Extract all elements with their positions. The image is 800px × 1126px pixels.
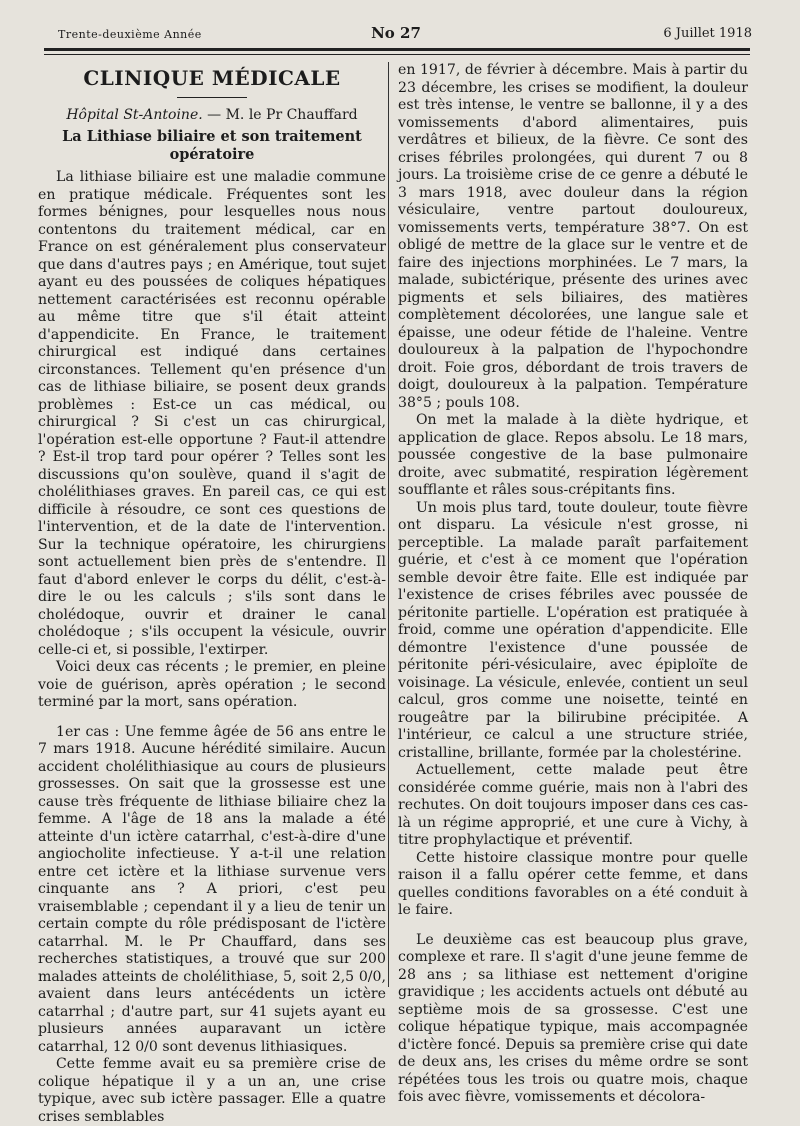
header-rule-thick xyxy=(44,48,750,51)
paragraph: Cette histoire classique montre pour quelle raison il a fallu opérer cette femme, et dans quelles conditions favorables on a été conduit à le faire. xyxy=(398,849,748,918)
paragraph: Un mois plus tard, toute douleur, toute fièvre ont disparu. La vésicule n'est grosse, ni perceptible. La malade paraît parfaitement guérie, et c'est à ce moment que l'opération semble devoir être faite. Elle est indiquée par l'existence de crises fébriles avec poussée de péritonite partielle. L'opération est pratiquée à froid, comme une opération d'appendicite. Elle démontre l'existence d'une poussée de péritonite péri-vésiculaire, avec épiploïte de voisinage. La vésicule, enlevée, contient un seul calcul, gros comme une noisette, teinté en rougeâtre par la bilirubine précipitée. A l'intérieur, ce calcul a une structure striée, cristalline, brillante, formée par la cholestérine. xyxy=(398,499,748,761)
issue-date: 6 Juillet 1918 xyxy=(663,26,752,41)
paragraph: On met la malade à la diète hydrique, et application de glace. Repos absolu. Le 18 mars, poussée congestive de la base pulmonaire droite, avec submatité, respiration légèrement soufflante et râles sous-crépitants fins. xyxy=(398,412,748,498)
left-column xyxy=(38,62,386,1126)
author-name: — M. le Pr Chauffard xyxy=(202,106,358,123)
hospital-name: Hôpital St-Antoine. xyxy=(66,106,203,123)
paragraph: 1er cas : Une femme âgée de 56 ans entre le 7 mars 1918. Aucune hérédité similaire. Aucun accident cholélithiasique au cours de plusieurs grossesses. On sait que la grossesse est une cause très fréquente de lithiase biliaire chez la femme. A l'âge de 18 ans la malade a été atteinte d'un ictère catarrhal, c'est-à-dire d'une angiocholite infectieuse. Y a-t-il une relation entre cet ictère et la lithiase survenue vers cinquante ans ? A priori, c'est peu vraisemblable ; cependant il y a lieu de tenir un certain compte du rôle prédisposant de l'ictère catarrhal. M. le Pr Chauffard, dans ses recherches statistiques, a trouvé que sur 200 malades atteints de cholélithiase, 5, soit 2,5 0/0, avaient dans leurs antécédents un ictère catarrhal ; d'autre part, sur 41 sujets ayant eu plusieurs années auparavant un ictère catarrhal, 12 0/0 sont devenus lithiasiques. xyxy=(38,723,386,1055)
article-byline xyxy=(38,107,386,125)
paragraph: Actuellement, cette malade peut être considérée comme guérie, mais non à l'abri des rechutes. On doit toujours imposer dans ces cas-là un régime approprié, et une cure à Vichy, à titre prophylactique et préventif. xyxy=(398,762,748,848)
paragraph: Voici deux cas récents ; le premier, en pleine voie de guérison, après opération ; le second terminé par la mort, sans opération. xyxy=(38,659,386,710)
section-title: CLINIQUE MÉDICALE xyxy=(83,66,341,90)
header-rule-thin xyxy=(44,54,750,55)
title-divider xyxy=(177,97,247,98)
column-divider xyxy=(388,62,389,987)
right-column xyxy=(398,62,748,1107)
paragraph: en 1917, de février à décembre. Mais à partir du 23 décembre, les crises se modifient, la douleur est très intense, le ventre se ballonne, il y a des vomissements d'abord alimentaires, puis verdâtres et bilieux, de la fièvre. Ce sont des crises fébriles prolongées, qui durent 7 ou 8 jours. La troisième crise de ce genre a débuté le 3 mars 1918, avec douleur dans la région vésiculaire, ventre partout douloureux, vomissements verts, température 38°7. On est obligé de mettre de la glace sur le ventre et de faire des injections morphinées. Le 7 mars, la malade, subictérique, présente des urines avec pigments et sels biliaires, des matières complètement décolorées, une langue sale et épaisse, une odeur fétide de l'haleine. Ventre douloureux à la palpation de l'hypochondre droit. Foie gros, débordant de trois travers de doigt, douloureux à la palpation. Température 38°5 ; pouls 108. xyxy=(398,62,748,411)
paragraph: Cette femme avait eu sa première crise de colique hépatique il y a un an, une crise typique, avec sub ictère passager. Elle a quatre crises semblables xyxy=(38,1056,386,1125)
article-subtitle: La Lithiase biliaire et son traitement opératoire xyxy=(62,128,362,163)
volume-label: Trente-deuxième Année xyxy=(58,28,202,41)
page-header xyxy=(40,22,752,44)
paragraph: Le deuxième cas est beaucoup plus grave, complexe et rare. Il s'agit d'une jeune femme de 28 ans ; sa lithiase est nettement d'origine gravidique ; les accidents actuels ont débuté au septième mois de sa grossesse. C'est une colique hépatique typique, mais accompagnée d'ictère foncé. Depuis sa première crise qui date de deux ans, les crises du même ordre se sont répétées tous les trois ou quatre mois, chaque fois avec fièvre, vomissements et décolora- xyxy=(398,931,748,1105)
issue-number: No 27 xyxy=(371,24,421,42)
paragraph: La lithiase biliaire est une maladie commune en pratique médicale. Fréquentes sont les formes bénignes, pour lesquelles nous nous contentons du traitement médical, car en France on est généralement plus conservateur que dans d'autres pays ; en Amérique, tout sujet ayant eu des poussées de coliques hépatiques nettement caractérisées est reconnu opérable au même titre que s'il était atteint d'appendicite. En France, le traitement chirurgical est indiqué dans certaines circonstances. Tellement qu'en présence d'un cas de lithiase biliaire, se posent deux grands problèmes : Est-ce un cas médical, ou chirurgical ? Si c'est un cas chirurgical, l'opération est-elle opportune ? Faut-il attendre ? Est-il trop tard pour opérer ? Telles sont les discussions qu'on soulève, quand il s'agit de cholélithiases graves. En pareil cas, ce qui est difficile à résoudre, ce sont ces questions de l'intervention, et de la date de l'intervention. Sur la technique opératoire, les chirurgiens sont actuellement bien près de s'entendre. Il faut d'abord enlever le corps du délit, c'est-à-dire le ou les calculs ; s'ils sont dans le cholédoque, ouvrir et drainer le canal cholédoque ; s'ils occupent la vésicule, ouvrir celle-ci et, si possible, l'extirper. xyxy=(38,169,386,658)
